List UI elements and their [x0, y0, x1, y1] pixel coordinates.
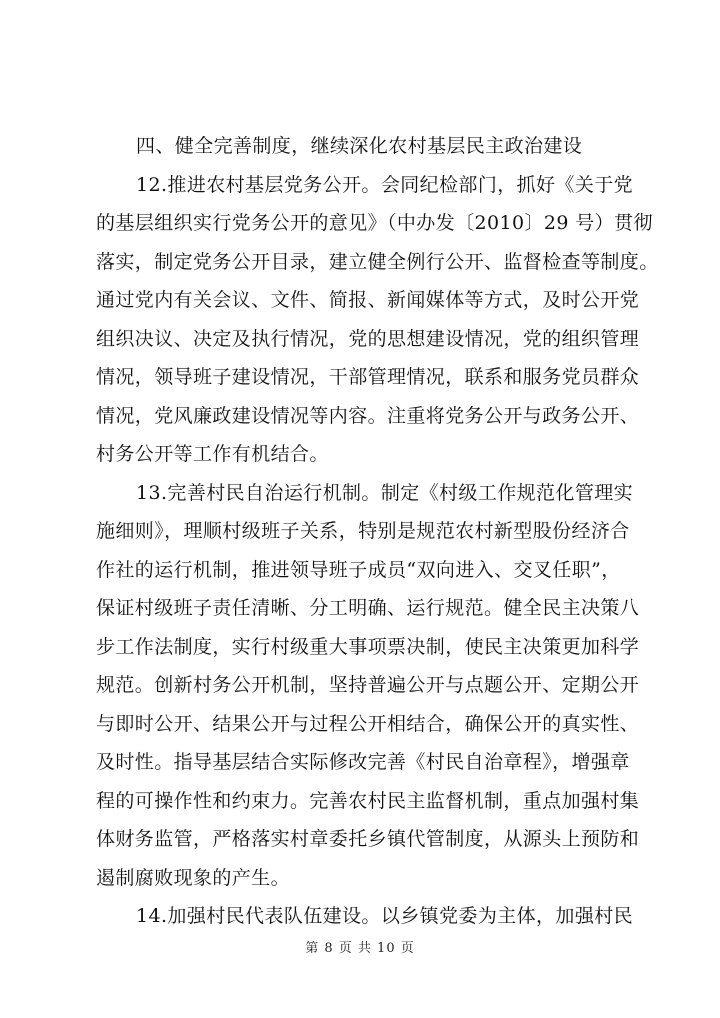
paragraph-13-line-3: 作社的运行机制，推进领导班子成员“双向进入、交叉任职”，	[96, 558, 621, 581]
section-heading: 四、健全完善制度，继续深化农村基层民主政治建设	[136, 135, 583, 157]
paragraph-12-line-6: 情况，领导班子建设情况，干部管理情况，联系和服务党员群众	[96, 366, 640, 388]
paragraph-12-line-5: 组织决议、决定及执行情况，党的思想建设情况，党的组织管理	[96, 327, 640, 350]
paragraph-13-line-1: 13.完善村民自治运行机制。制定《村级工作规范化管理实	[136, 481, 634, 504]
paragraph-13-line-6: 规范。创新村务公开机制，坚持普遍公开与点题公开、定期公开	[96, 674, 640, 696]
paragraph-12-line-1: 12.推进农村基层党务公开。会同纪检部门，抓好《关于党	[136, 173, 634, 196]
paragraph-14-line-1: 14.加强村民代表队伍建设。以乡镇党委为主体，加强村民	[136, 905, 634, 927]
paragraph-13-line-9: 程的可操作性和约束力。完善农村民主监督机制，重点加强村集	[96, 789, 640, 812]
document-body	[96, 127, 659, 936]
paragraph-13-line-11: 遏制腐败现象的产生。	[96, 866, 291, 889]
paragraph-12-line-4: 通过党内有关会议、文件、简报、新闻媒体等方式，及时公开党	[96, 289, 640, 311]
paragraph-13-line-8: 及时性。指导基层结合实际修改完善《村民自治章程》，增强章	[96, 751, 630, 773]
page-number-footer: 第 8 页 共 10 页	[305, 941, 415, 956]
paragraph-13-line-2: 施细则》，理顺村级班子关系，特别是规范农村新型股份经济合	[96, 520, 630, 542]
paragraph-12-line-8: 村务公开等工作有机结合。	[96, 443, 329, 465]
paragraph-13-line-10: 体财务监管，严格落实村章委托乡镇代管制度，从源头上预防和	[96, 828, 640, 850]
paragraph-13-line-7: 与即时公开、结果公开与过程公开相结合，确保公开的真实性、	[96, 712, 640, 735]
paragraph-12-line-2: 的基层组织实行党务公开的意见》（中办发〔2010〕29 号）贯彻	[96, 212, 653, 234]
paragraph-12-line-3: 落实，制定党务公开目录，建立健全例行公开、监督检查等制度。	[96, 250, 659, 273]
paragraph-13-line-5: 步工作法制度，实行村级重大事项票决制，使民主决策更加科学	[96, 635, 640, 658]
paragraph-13-line-4: 保证村级班子责任清晰、分工明确、运行规范。健全民主决策八	[96, 597, 640, 619]
paragraph-12-line-7: 情况，党风廉政建设情况等内容。注重将党务公开与政务公开、	[96, 404, 640, 427]
